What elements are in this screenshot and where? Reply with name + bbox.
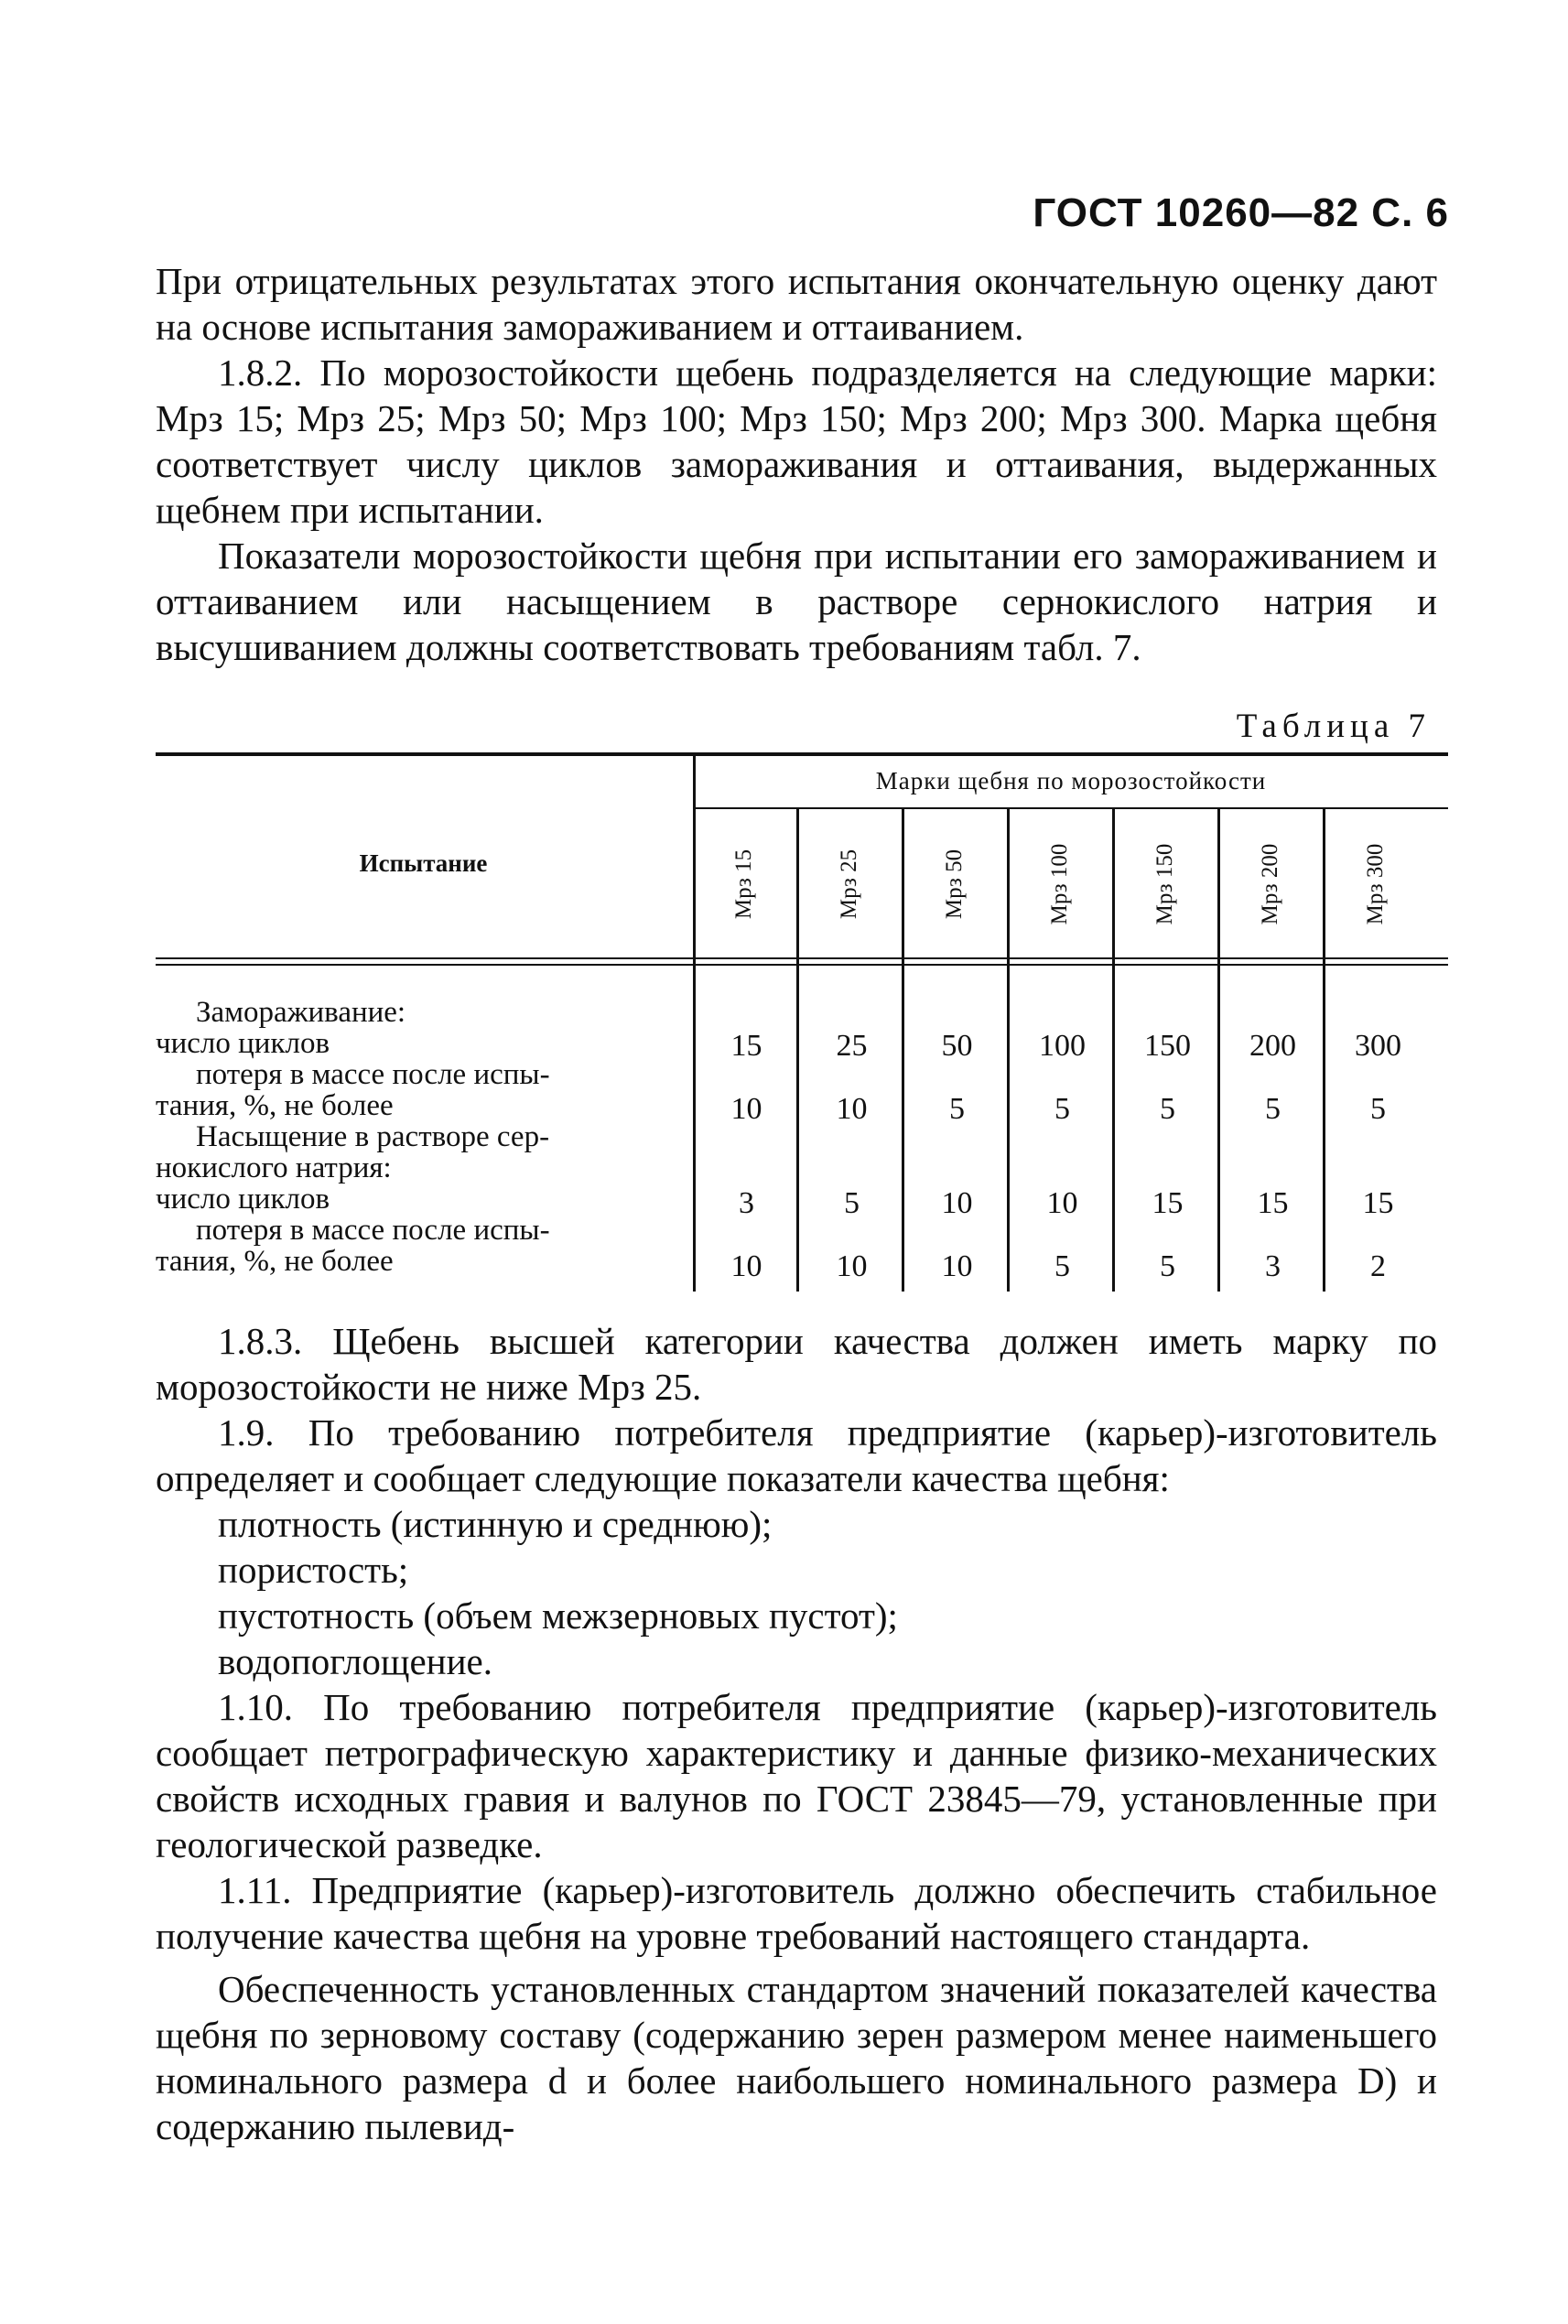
- row-label: число циклов: [156, 1027, 330, 1060]
- table-top-border: [156, 752, 1448, 756]
- row-label: Замораживание:: [196, 996, 406, 1029]
- table-test-header: Испытание: [359, 849, 488, 877]
- text-bottom: [156, 1318, 1437, 2149]
- column-header: Мрз 25: [837, 849, 861, 920]
- column-header: Мрз 200: [1258, 843, 1282, 925]
- row-label: Насыщение в растворе сер-: [196, 1120, 550, 1153]
- paragraph-provision: Обеспеченность установленных стандартом значений показателей качества щебня по зерновому составу (содержанию зерен размером менее наименьшего номинального размера d и более наибольшего номинального размера D) и содержанию пылевид-: [156, 1968, 1437, 2147]
- table-cell: 10: [1046, 1186, 1078, 1220]
- table-cell: 10: [730, 1249, 762, 1283]
- table-cell: 50: [941, 1029, 973, 1063]
- list-item: пустотность (объем межзерновых пустот);: [218, 1594, 898, 1637]
- row-label: потеря в массе после испы-: [196, 1214, 550, 1247]
- table-cell: 10: [730, 1092, 762, 1126]
- table-cell: 5: [1054, 1249, 1070, 1283]
- paragraph-frost-indicators: Показатели морозостойкости щебня при испытании его замораживанием и оттаиванием или насыщением в растворе сернокислого натрия и высушиванием должны соответствовать требованиям табл. 7.: [156, 535, 1437, 668]
- table-cell: 3: [739, 1186, 754, 1220]
- table-cell: 15: [1362, 1186, 1394, 1220]
- table-cell: 5: [1054, 1092, 1070, 1126]
- row-label: тания, %, не более: [156, 1245, 394, 1278]
- table-cell: 10: [836, 1092, 868, 1126]
- table-cell: 150: [1144, 1029, 1191, 1063]
- column-header: Мрз 50: [942, 849, 967, 920]
- table-cell: 2: [1370, 1249, 1386, 1283]
- text-top: [156, 258, 1437, 670]
- table-cell: 5: [949, 1092, 965, 1126]
- table-cell: 25: [836, 1029, 868, 1063]
- list-item: пористость;: [218, 1549, 409, 1591]
- table-cell: 10: [941, 1249, 973, 1283]
- column-header: Мрз 150: [1152, 843, 1177, 925]
- table-cell: 10: [941, 1186, 973, 1220]
- table-cell: 15: [1257, 1186, 1289, 1220]
- paragraph-1-9: 1.9. По требованию потребителя предприятие (карьер)-изготовитель определяет и сообщает следующие показатели качества щебня:: [156, 1411, 1437, 1499]
- table-caption: Таблица 7: [1236, 708, 1431, 745]
- paragraph-continuation: При отрицательных результатах этого испытания окончательную оценку дают на основе испытания замораживанием и оттаиванием.: [156, 260, 1437, 348]
- table-cell: 5: [1265, 1092, 1281, 1126]
- column-header: Мрз 100: [1047, 843, 1072, 925]
- table-cell: 300: [1355, 1029, 1401, 1063]
- paragraph-1-11: 1.11. Предприятие (карьер)-изготовитель должно обеспечить стабильное получение качества щебня на уровне требований настоящего стандарта.: [156, 1869, 1437, 1957]
- table-cell: 3: [1265, 1249, 1281, 1283]
- column-header: Мрз 300: [1363, 843, 1388, 925]
- table-cell: 5: [1160, 1092, 1175, 1126]
- table-cell: 5: [1160, 1249, 1175, 1283]
- list-item: водопоглощение.: [218, 1640, 492, 1682]
- paragraph-1-10: 1.10. По требованию потребителя предприятие (карьер)-изготовитель сообщает петрографическую характеристику и данные физико-механических свойств исходных гравия и валунов по ГОСТ 23845—79, установленные при геологической разведке.: [156, 1686, 1437, 1865]
- table-cell: 5: [1370, 1092, 1386, 1126]
- table-cell: 100: [1039, 1029, 1086, 1063]
- column-header: Мрз 15: [731, 849, 756, 920]
- row-label: тания, %, не более: [156, 1089, 394, 1122]
- row-label: нокислого натрия:: [156, 1151, 392, 1184]
- table-cell: 200: [1249, 1029, 1296, 1063]
- list-item: плотность (истинную и среднюю);: [218, 1503, 773, 1545]
- table-group-header: Марки щебня по морозостойкости: [875, 767, 1267, 794]
- paragraph-1-8-2: 1.8.2. По морозостойкости щебень подразделяется на следующие марки: Мрз 15; Мрз 25; Мрз 50; Мрз 100; Мрз 150; Мрз 200; Мрз 300. Марка щебня соответствует числу циклов замораживания и оттаивания, выдержанных щебнем при испытании.: [156, 351, 1437, 531]
- row-label: число циклов: [156, 1183, 330, 1216]
- paragraph-1-8-3: 1.8.3. Щебень высшей категории качества должен иметь марку по морозостойкости не ниже Мрз 25.: [156, 1320, 1437, 1408]
- page-header: ГОСТ 10260—82 С. 6: [1033, 190, 1449, 235]
- table-cell: 15: [1152, 1186, 1184, 1220]
- table-cell: 15: [730, 1029, 762, 1063]
- table-cell: 5: [844, 1186, 860, 1220]
- table-cell: 10: [836, 1249, 868, 1283]
- row-label: потеря в массе после испы-: [196, 1058, 550, 1091]
